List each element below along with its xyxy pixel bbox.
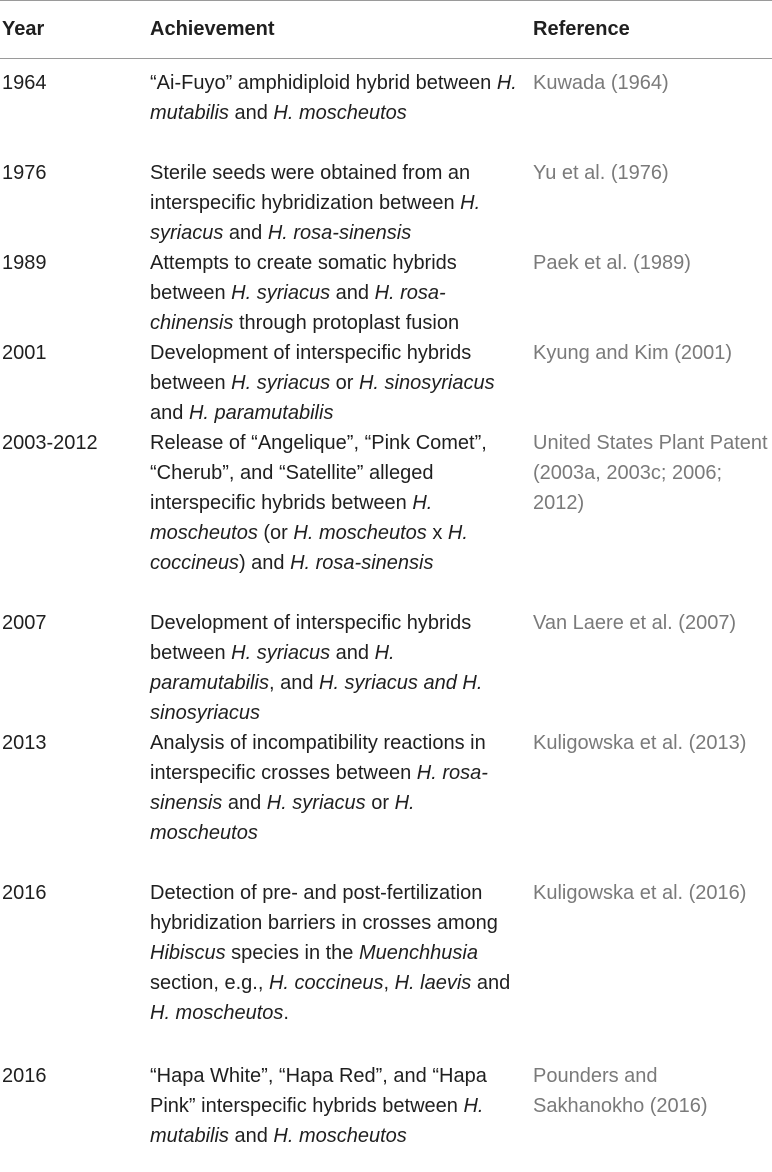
species-name: H. paramutabilis [188, 402, 334, 424]
row-year: 1964 [2, 72, 47, 94]
table-row [0, 149, 772, 244]
species-name: H. moscheutos [293, 522, 427, 544]
row-reference: Kuligowska et al. (2013) [533, 732, 747, 754]
species-name: H. sinosyriacus [358, 372, 495, 394]
row-year: 2016 [2, 1065, 47, 1087]
row-reference: Kuligowska et al. (2016) [533, 882, 747, 904]
achievement-text: . [283, 1002, 289, 1024]
achievement-text: Analysis of incompatibility reactions in interspecific crosses between [150, 732, 486, 784]
species-name: H. coccineus [268, 972, 384, 994]
species-name: H. rosa-sinensis [290, 552, 434, 574]
table-row [0, 59, 772, 124]
achievement-text: and [228, 102, 274, 124]
achievement-text: and [330, 642, 375, 664]
species-name: H. moscheutos [150, 492, 433, 544]
species-name: H. moscheutos [273, 1125, 407, 1147]
row-achievement [150, 878, 522, 1028]
species-name: H. mutabilis [150, 1095, 484, 1147]
achievement-text: and [150, 402, 189, 424]
row-reference: Yu et al. (1976) [533, 162, 669, 184]
row-year: 2013 [2, 732, 47, 754]
achievement-text: , and [268, 672, 319, 694]
species-name: H. moscheutos [150, 1002, 284, 1024]
species-name: H. moscheutos [150, 792, 415, 844]
achievement-text: section, e.g., [150, 972, 269, 994]
header-year: Year [2, 18, 45, 40]
species-name: H. syriacus [231, 372, 331, 394]
row-year: 1976 [2, 162, 47, 184]
achievement-text: Development of interspecific hybrids between [150, 342, 472, 394]
row-reference: Kuwada (1964) [533, 72, 669, 94]
species-name: H. rosa-sinensis [267, 222, 412, 244]
row-achievement [150, 428, 522, 578]
achievement-text: Development of interspecific hybrids between [150, 612, 472, 664]
row-achievement [150, 608, 522, 728]
species-name: Muenchhusia [359, 942, 478, 964]
species-name: H. paramutabilis [150, 642, 395, 694]
row-achievement [150, 68, 522, 128]
achievement-text: x [426, 522, 448, 544]
achievement-text: and [222, 792, 267, 814]
species-name: H. rosa-chinensis [150, 282, 446, 334]
table-row [0, 599, 772, 724]
achievement-text: ) and [238, 552, 291, 574]
achievement-text: Detection of pre- and post-fertilization hybridization barriers in crosses among [150, 882, 498, 934]
achievement-text: and [223, 222, 268, 244]
achievement-text: or [365, 792, 395, 814]
table-row [0, 329, 772, 424]
table-row [0, 419, 772, 599]
row-reference: Kyung and Kim (2001) [533, 342, 733, 364]
achievement-text: or [330, 372, 359, 394]
row-reference: United States Plant Patent (2003a, 2003c; 2006; 2012) [533, 432, 768, 514]
row-reference: Van Laere et al. (2007) [533, 612, 737, 634]
achievement-text: species in the [225, 942, 359, 964]
row-year: 2003-2012 [2, 432, 98, 454]
achievement-text: and [471, 972, 511, 994]
achievement-text: Attempts to create somatic hybrids between [150, 252, 457, 304]
row-year: 2001 [2, 342, 47, 364]
row-achievement [150, 158, 522, 248]
row-achievement [150, 1061, 522, 1151]
achievement-text: and [330, 282, 375, 304]
species-name: H. laevis [394, 972, 472, 994]
species-name: H. syriacus [231, 642, 331, 664]
species-name: Hibiscus [150, 942, 226, 964]
table-row [0, 719, 772, 859]
species-name: H. coccineus [150, 522, 468, 574]
species-name: H. syriacus [266, 792, 366, 814]
row-reference: Paek et al. (1989) [533, 252, 691, 274]
row-achievement [150, 728, 522, 848]
species-name: H. syriacus [231, 282, 331, 304]
table-header [0, 0, 772, 58]
achievement-text: and [228, 1125, 274, 1147]
row-year: 1989 [2, 252, 47, 274]
table-row [0, 869, 772, 1049]
species-name: H. moscheutos [273, 102, 407, 124]
achievement-text: Sterile seeds were obtained from an interspecific hybridization between [150, 162, 471, 214]
table-row [0, 239, 772, 334]
achievement-text: through protoplast fusion [233, 312, 460, 334]
row-achievement [150, 248, 522, 338]
species-name: H. rosa-sinensis [150, 762, 488, 814]
row-achievement [150, 338, 522, 428]
row-reference: Pounders and Sakhanokho (2016) [533, 1065, 708, 1117]
achievement-text: (or [257, 522, 294, 544]
table-row [0, 1052, 772, 1172]
achievement-text: “Ai-Fuyo” amphidiploid hybrid between [150, 72, 497, 94]
header-reference: Reference [533, 18, 630, 40]
header-achievement: Achievement [150, 18, 275, 40]
achievement-text: , [383, 972, 395, 994]
species-name: H. syriacus [150, 192, 481, 244]
row-year: 2016 [2, 882, 47, 904]
achievement-text: “Hapa White”, “Hapa Red”, and “Hapa Pink” interspecific hybrids between [150, 1065, 487, 1117]
species-name: H. syriacus and H. sinosyriacus [150, 672, 483, 724]
row-year: 2007 [2, 612, 47, 634]
species-name: H. mutabilis [150, 72, 517, 124]
achievement-text: Release of “Angelique”, “Pink Comet”, “Cherub”, and “Satellite” alleged interspecific hybrids between [150, 432, 487, 514]
